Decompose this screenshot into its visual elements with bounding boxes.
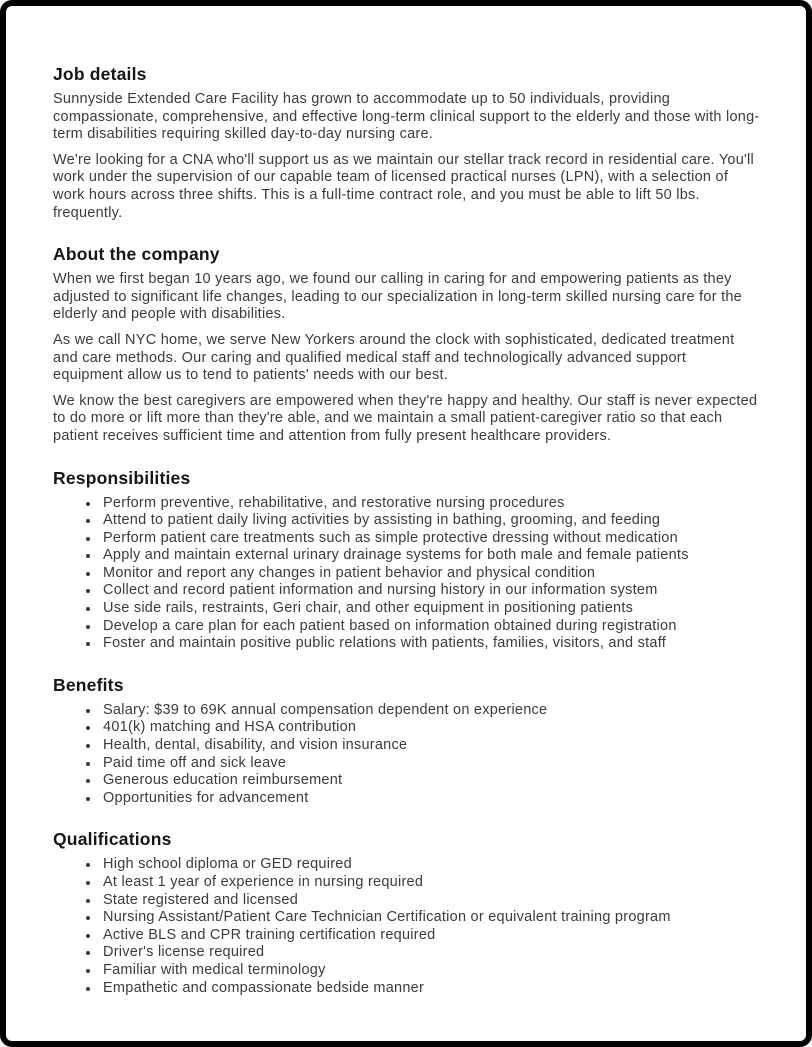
bullet-list-benefits	[53, 702, 760, 808]
bullet-item: • Paid time off and sick leave	[100, 755, 760, 773]
section-heading-responsibilities: Responsibilities	[53, 467, 191, 488]
bullet-item: • 401(k) matching and HSA contribution	[100, 719, 760, 737]
section-paragraphs	[53, 91, 760, 222]
bullet-item: • Familiar with medical terminology	[100, 962, 760, 980]
bullet-list-qualifications	[53, 856, 760, 997]
section-job-details	[53, 64, 760, 222]
paragraph: As we call NYC home, we serve New Yorkers around the clock with sophisticated, dedicated treatment and care methods. Our caring and qualified medical staff and technologically advanced support equipment allow us to tend to patients' needs with our best.	[53, 331, 735, 384]
bullet-item: • Health, dental, disability, and vision insurance	[100, 737, 760, 755]
bullet-item: • Generous education reimbursement	[100, 772, 760, 790]
bullet-item: • Driver's license required	[100, 944, 760, 962]
section-benefits	[53, 675, 760, 808]
bullet-item: • Use side rails, restraints, Geri chair, and other equipment in positioning patients	[100, 600, 760, 618]
bullet-item: • High school diploma or GED required	[100, 856, 760, 874]
bullet-item: • Apply and maintain external urinary drainage systems for both male and female patients	[100, 547, 760, 565]
bullet-item: • Foster and maintain positive public relations with patients, families, visitors, and staff	[100, 635, 760, 653]
section-heading-qualifications: Qualifications	[53, 829, 172, 850]
section-responsibilities	[53, 468, 760, 653]
paragraph: When we first began 10 years ago, we found our calling in caring for and empowering patients as they adjusted to significant life changes, leading to our specialization in long-term skilled nursing care for the elderly and people with disabilities.	[53, 271, 742, 323]
section-about-the-company	[53, 244, 760, 445]
section-heading-job-details: Job details	[53, 64, 147, 84]
bullet-item: • Monitor and report any changes in patient behavior and physical condition	[100, 565, 760, 583]
bullet-list-responsibilities	[53, 495, 760, 653]
section-qualifications	[53, 829, 760, 997]
bullet-item: • Salary: $39 to 69K annual compensation dependent on experience	[100, 702, 760, 720]
paragraph: We know the best caregivers are empowered when they're happy and healthy. Our staff is never expected to do more or lift more than they're able, and we maintain a small patient-caregiver ratio so that each patient receives sufficient time and attention from fully present healthcare providers.	[53, 392, 758, 444]
bullet-item: • State registered and licensed	[100, 892, 760, 910]
bullet-item: • Nursing Assistant/Patient Care Technician Certification or equivalent training program	[100, 909, 760, 927]
bullet-item: • Develop a care plan for each patient based on information obtained during registration	[100, 618, 760, 636]
bullet-item: • Active BLS and CPR training certification required	[100, 927, 760, 945]
bullet-item: • Attend to patient daily living activities by assisting in bathing, grooming, and feeding	[100, 512, 760, 530]
section-paragraphs	[53, 271, 760, 445]
bullet-item: • At least 1 year of experience in nursing required	[100, 874, 760, 892]
paragraph: Sunnyside Extended Care Facility has grown to accommodate up to 50 individuals, providing compassionate, comprehensive, and effective long-term clinical support to the elderly and those with long-term disabilities requiring skilled day-to-day nursing care.	[53, 91, 760, 143]
bullet-item: • Empathetic and compassionate bedside manner	[100, 980, 760, 998]
bullet-item: • Perform preventive, rehabilitative, and restorative nursing procedures	[100, 495, 760, 513]
bullet-item: • Opportunities for advancement	[100, 790, 760, 808]
section-heading-about-the-company: About the company	[53, 244, 220, 265]
bullet-item: • Collect and record patient information and nursing history in our information system	[100, 582, 760, 600]
bullet-item: • Perform patient care treatments such as simple protective dressing without medication	[100, 530, 760, 548]
paragraph: We're looking for a CNA who'll support us as we maintain our stellar track record in residential care. You'll work under the supervision of our capable team of licensed practical nurses (LPN), with a selection of work hours across three shifts. This is a full-time contract role, and you must be able to lift 50 lbs. frequently.	[53, 151, 754, 221]
section-heading-benefits: Benefits	[53, 674, 124, 695]
